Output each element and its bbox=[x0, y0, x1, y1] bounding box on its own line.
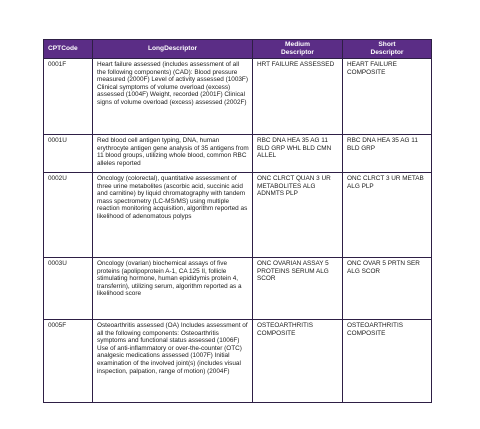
cell-medium-descriptor: ONC CLRCT QUAN 3 UR METABOLITES ALG ADNMTS PLP bbox=[253, 173, 343, 258]
header-medium-line2: Descriptor bbox=[281, 49, 314, 56]
cell-short-descriptor: RBC DNA HEA 35 AG 11 BLD GRP bbox=[343, 135, 432, 173]
cell-short-descriptor: HEART FAILURE COMPOSITE bbox=[343, 59, 432, 135]
header-medium-line1: Medium bbox=[285, 41, 310, 49]
table-header-row bbox=[44, 40, 432, 59]
cell-long-descriptor: Oncology (colorectal), quantitative assessment of three urine metabolites (ascorbic acid, succinic acid and carnitine) by liquid chromatography with tandem mass spectrometry (LC-MS/MS) using multiple reaction monitoring acquisition, algorithm reported as likelihood of adenomatous polyps bbox=[93, 173, 253, 258]
table-row bbox=[44, 59, 432, 135]
cell-short-descriptor: OSTEOARTHRITIS COMPOSITE bbox=[343, 320, 432, 403]
cell-long-descriptor: Osteoarthritis assessed (OA) Includes assessment of all the following components: Osteoarthritis symptoms and functional status assessed (1006F) Use of anti-inflammatory or over-the-counter (OTC) analgesic medications assessed (1007F) Initial examination of the involved joint(s) (includes visual inspection, palpation, range of motion) (2004F) bbox=[93, 320, 253, 403]
cell-medium-descriptor: RBC DNA HEA 35 AG 11 BLD GRP WHL BLD CMN ALLEL bbox=[253, 135, 343, 173]
cell-short-descriptor: ONC OVAR 5 PRTN SER ALG SCOR bbox=[343, 258, 432, 320]
header-cpt-code: CPTCode bbox=[44, 40, 93, 59]
header-short-line1: Short bbox=[378, 41, 396, 49]
cpt-code-table bbox=[43, 39, 432, 403]
cell-cpt-code: 0002U bbox=[44, 173, 93, 258]
header-medium-descriptor bbox=[253, 40, 343, 59]
cell-long-descriptor: Red blood cell antigen typing, DNA, human erythrocyte antigen gene analysis of 35 antigens from 11 blood groups, utilizing whole blood, common RBC alleles reported bbox=[93, 135, 253, 173]
cell-long-descriptor: Oncology (ovarian) biochemical assays of five proteins (apolipoprotein A-1, CA 125 II, follicle stimulating hormone, human epididymis protein 4, transferrin), utilizing serum, algorithm reported as a likelihood score bbox=[93, 258, 253, 320]
cell-long-descriptor: Heart failure assessed (includes assessment of all the following components) (CAD): Blood pressure measured (2000F) Level of activity assessed (1003F) Clinical symptoms of volume overload (excess) assessed (1004F) Weight, recorded (2001F) Clinical signs of volume overload (excess) assessed (2002F) bbox=[93, 59, 253, 135]
cell-cpt-code: 0001F bbox=[44, 59, 93, 135]
cell-medium-descriptor: HRT FAILURE ASSESSED bbox=[253, 59, 343, 135]
header-long-descriptor: LongDescriptor bbox=[93, 40, 253, 59]
cell-medium-descriptor: ONC OVARIAN ASSAY 5 PROTEINS SERUM ALG SCOR bbox=[253, 258, 343, 320]
table-row bbox=[44, 173, 432, 258]
table-row bbox=[44, 320, 432, 403]
table-row bbox=[44, 135, 432, 173]
table-row bbox=[44, 258, 432, 320]
header-short-line2: Descriptor bbox=[370, 49, 404, 56]
cell-short-descriptor: ONC CLRCT 3 UR METAB ALG PLP bbox=[343, 173, 432, 258]
cell-medium-descriptor: OSTEOARTHRITIS COMPOSITE bbox=[253, 320, 343, 403]
cell-cpt-code: 0005F bbox=[44, 320, 93, 403]
cell-cpt-code: 0001U bbox=[44, 135, 93, 173]
header-short-descriptor bbox=[343, 40, 432, 59]
cell-cpt-code: 0003U bbox=[44, 258, 93, 320]
